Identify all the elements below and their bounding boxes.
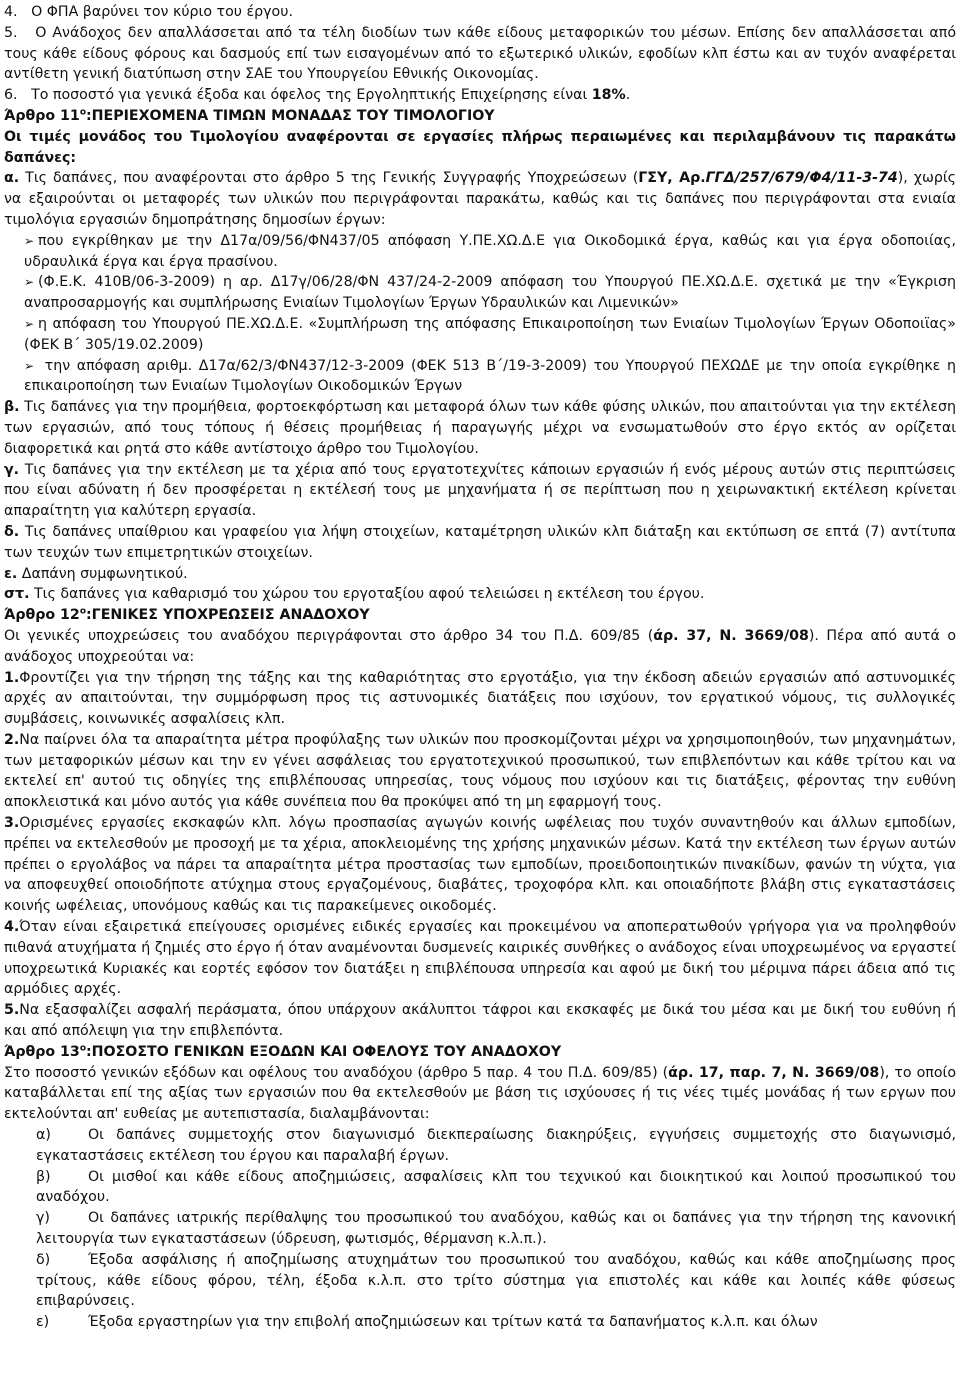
e-label: ε) — [36, 1314, 50, 1331]
article-11-title-pre: Άρθρο 11 — [4, 107, 80, 124]
item-5: 5. Ο Ανάδοχος δεν απαλλάσσεται από τα τέλη διοδίων των κάθε είδους μεταφορικών του μέσων. Επίσης δεν απαλλάσσεται από τους κάθε είδους φόρους και δασμούς επί των εισαγομένων από το εξωτερικό υλικών, εφοδίων κλπ έστω και αν τυχόν αναφέρεται αντίθετη γενική διατύπωση στην ΣΑΕ του Υπουργείου Εθνικής Οικονομίας. — [4, 24, 956, 83]
item-6-text: 6. Το ποσοστό για γενικά έξοδα και όφελος της Εργοληπτικής Επιχείρησης είναι — [4, 87, 592, 104]
alpha-ref: ΓΓΔ/257/679/Φ4/11-3-74 — [705, 170, 898, 187]
article-12-intro-2: ). Πέρα από αυτά ο ανάδοχος υποχρεούται να: — [4, 627, 956, 665]
article-11-gamma — [4, 460, 956, 522]
article-13-intro-2: ), το οποίο καταβάλλεται επί της αξίας των εργασιών που θα εκτελεσθούν με βάση τις ισχύουσες ή τις νέες τιμές μονάδας ή των εργων που εκτελούνται απ' ευθείας με αυτεπιστασία, διαλαμβάνονται: — [4, 1064, 957, 1123]
item-6 — [4, 85, 956, 106]
article-11-beta — [4, 397, 956, 459]
a-label: α) — [36, 1127, 51, 1144]
article-13-b — [4, 1167, 956, 1209]
bullet-2-text: (Φ.Ε.Κ. 410Β/06-3-2009) η αρ. Δ17γ/06/28/ΦΝ 437/24-2-2009 απόφαση του Υπουργού ΠΕ.ΧΩ.Δ.Ε. σχετικά με την «Έγκριση αναπροσαρμογής και συμπλήρωσης Ενιαίων Τιμολογίων Έργων Υδραυλικών και Λιμενικών» — [24, 274, 956, 312]
arrow-bullet-icon: ➢ — [24, 358, 35, 373]
article-12-item-5 — [4, 1000, 956, 1042]
article-13-a — [4, 1125, 956, 1167]
article-12-item-1 — [4, 668, 956, 730]
article-13-intro-bold: άρ. 17, παρ. 7, Ν. 3669/08 — [668, 1064, 880, 1081]
article-11-heading — [4, 106, 956, 127]
article-11-title-post: :ΠΕΡΙΕΧΟΜΕΝΑ ΤΙΜΩΝ ΜΟΝΑΔΑΣ ΤΟΥ ΤΙΜΟΛΟΓΙΟΥ — [86, 107, 495, 124]
article-12-intro-bold: άρ. 37, Ν. 3669/08 — [653, 627, 809, 644]
st-label: στ. — [4, 586, 30, 603]
c-label: γ) — [36, 1210, 50, 1227]
delta-label: δ. — [4, 523, 20, 540]
c-text: Οι δαπάνες ιατρικής περίθαλψης του προσωπικού του αναδόχου, καθώς και οι δαπάνες για την τήρηση της κανονική λειτουργία των εγκαταστάσεων (ύδρευση, φωτισμός, θέρμανση κ.λ.π.). — [36, 1210, 956, 1248]
item-2-label: 2. — [4, 731, 20, 748]
article-13-heading — [4, 1042, 956, 1063]
article-11-st — [4, 584, 956, 605]
article-11-epsilon — [4, 564, 956, 585]
article-12-item-2 — [4, 730, 956, 813]
item-4: 4. Ο ΦΠΑ βαρύνει τον κύριο του έργου. — [4, 4, 293, 20]
arrow-bullet-icon: ➢ — [24, 316, 35, 331]
bullet-1-text: που εγκρίθηκαν με την Δ17α/09/56/ΦΝ437/05 απόφαση Υ.ΠΕ.ΧΩ.Δ.Ε για Οικοδομικά έργα, καθώς και για έργα οδοποιίας, υδραυλικά έργα και έργα πρασίνου. — [24, 232, 956, 270]
article-12-title-sup: ο — [79, 606, 86, 617]
bullet-1 — [4, 231, 956, 273]
alpha-text-1: Τις δαπάνες, που αναφέρονται στο άρθρο 5 της Γενικής Συγγραφής Υποχρεώσεων ( — [19, 170, 639, 187]
item-5-label: 5. — [4, 1002, 20, 1019]
alpha-bold: ΓΣΥ, Αρ. — [638, 170, 706, 187]
article-13-intro-1: Στο ποσοστό γενικών εξόδων και οφέλους του αναδόχου (άρθρο 5 παρ. 4 του Π.Δ. 609/85) ( — [4, 1064, 669, 1081]
article-13-title-sup: ο — [79, 1043, 86, 1054]
article-12-title-post: :ΓΕΝΙΚΕΣ ΥΠΟΧΡΕΩΣΕΙΣ ΑΝΑΔΟΧΟΥ — [86, 607, 370, 624]
item-5-text: Να εξασφαλίζει ασφαλή περάσματα, όπου υπάρχουν ακάλυπτοι τάφροι και εκσκαφές με δικά του μέσα και με δική του ευθύνη ή και από απόλειψη για την επιβλεπόντα. — [4, 1002, 956, 1040]
article-11-title-sup: ο — [79, 107, 86, 118]
item-1-text: Φροντίζει για την τήρηση της τάξης και της καθαριότητας στο εργοτάξιο, για την έκδοση αδειών εργασιών από αστυνομικές αρχές αν απαιτούνται, την συμμόρφωση προς τις αστυνομικές διατάξεις που ισχύουν, τον εργατικού νόμους, τις συλλογικές συμβάσεις, κοινωνικές ασφαλίσεις κλπ. — [4, 669, 956, 728]
item-4-text: Όταν είναι εξαιρετικά επείγουσες ορισμένες ειδικές εργασίες και προκειμένου να αποπερατωθούν γρήγορα για να προληφθούν πιθανά ατυχήματα ή ζημιές στο έργο ή όταν αναμένονται δυσμενείς καιρικές συνθήκες ο ανάδοχος είναι υποχρεωμένος να εργαστεί υποχρεωτικά Κυριακές και εορτές εφόσον τον διατάξει η επιβλέπουσα υπηρεσία και αφού με δική του μέριμνα πάρει άδεια από τις αρμόδιες αρχές. — [4, 919, 956, 998]
bullet-3 — [4, 314, 956, 356]
epsilon-text: Δαπάνη συμφωνητικού. — [17, 565, 188, 582]
article-12-item-4 — [4, 917, 956, 1000]
e-text: Έξοδα εργαστηρίων για την επιβολή αποζημιώσεων και τρίτων κατά τα δαπανήματος κ.λ.π. και όλων — [88, 1314, 818, 1331]
gamma-label: γ. — [4, 461, 20, 478]
article-12-intro-1: Οι γενικές υποχρεώσεις του αναδόχου περιγράφονται στο άρθρο 34 του Π.Δ. 609/85 ( — [4, 627, 654, 644]
item-3-text: Ορισμένες εργασίες εκσκαφών κλπ. λόγω προσπασίας αγωγών κοινής ωφέλειας που τυχόν συναντηθούν και άλλων εμποδίων, πρέπει να εκτελεσθούν με προσοχή με τα χέρια, αποκλειομένης της χρήσης μηχανικών μέσων. Κατά την εκτέλεση των έργων αυτών πρέπει ο εργολάβος να πάρει τα απαραίτητα μέτρα προστασίας των εμποδίων, προειδοποιητικών πινακίδων, φανών τη νύχτα, για να αποφευχθεί οποιοδήποτε ατύχημα στους εργαζομένους, διαβάτες, τροχοφόρα κλπ. και οποιαδήποτε βλάβη στις εγκαταστάσεις κοινής ωφέλειας, υπονόμους καθώς και τις παρακείμενες οικοδομές. — [4, 815, 956, 915]
item-6-end: . — [625, 87, 631, 104]
article-11-intro-text: Οι τιμές μονάδος του Τιμολογίου αναφέρονται σε εργασίες πλήρως περαιωμένες και περιλαμβάνουν τις παρακάτω δαπάνες: — [4, 128, 956, 166]
article-13-title-pre: Άρθρο 13 — [4, 1043, 80, 1060]
article-13-intro — [4, 1063, 956, 1125]
bullet-3-text: η απόφαση του Υπουργού ΠΕ.ΧΩ.Δ.Ε. «Συμπλήρωση της απόφασης Επικαιροποίηση των Ενιαίων Τιμολογίων Έργων Οδοποιϊας» (ΦΕΚ Β΄ 305/19.02.2009) — [24, 315, 956, 353]
beta-label: β. — [4, 399, 20, 416]
article-11-intro — [4, 127, 956, 169]
item-4-label: 4. — [4, 919, 20, 936]
st-text: Τις δαπάνες για καθαρισμό του χώρου του εργοταξίου αφού τελειώσει η εκτέλεση του έργου. — [29, 586, 705, 603]
item-1-label: 1. — [4, 669, 20, 686]
item-2-text: Να παίρνει όλα τα απαραίτητα μέτρα προφύλαξης των υλικών που προσκομίζονται μέχρι να χρησιμοποιηθούν, των μηχανημάτων, των μεταφορικών μέσων και την εν γένει ασφάλειας του εργατοτεχνικού προσωπικού, των επιβλεπόντων και κάθε τρίτου και να εκτελεί επ' αυτού τις οδηγίες της επιβλέπουσας υπηρεσίας, τους νόμους που ισχύουν και τις διατάξεις, φέροντας την ευθύνη αποκλειστικά και μόνο αυτός για κάθε συνέπεια που θα προκύψει από τη μη εφαρμογή τους. — [4, 731, 956, 811]
beta-text: Τις δαπάνες για την προμήθεια, φορτοεκφόρτωση και μεταφορά όλων των κάθε φύσης υλικών, που απαιτούνται για την εκτέλεση των εργασιών, από τους τόπους ή θέσεις προμήθειας ή παραγωγής μέχρι να ενσωματωθούν στο έργο εκτός αν ορίζεται διαφορετικά και ρητά στο κάθε αντίστοιχο άρθρο του Τιμολογίου. — [4, 399, 956, 457]
b-label: β) — [36, 1168, 51, 1185]
article-11-delta — [4, 522, 956, 564]
article-13-c — [4, 1208, 956, 1250]
b-text: Οι μισθοί και κάθε είδους αποζημιώσεις, ασφαλίσεις κλπ του τεχνικού και διοικητικού και λοιπού προσωπικού του αναδόχου. — [36, 1168, 956, 1206]
delta-text: Τις δαπάνες υπαίθριου και γραφείου για λήψη στοιχείων, καταμέτρηση υλικών κλπ διάταξη και εκτύπωση σε επτά (7) αντίτυπα των τευχών των επιμετρητικών στοιχείων. — [4, 523, 956, 561]
article-12-item-3 — [4, 813, 956, 917]
article-12-intro — [4, 626, 956, 668]
d-label: δ) — [36, 1251, 51, 1268]
article-11-alpha — [4, 168, 956, 230]
arrow-bullet-icon: ➢ — [24, 275, 35, 290]
d-text: Έξοδα ασφάλισης ή αποζημίωσης ατυχημάτων του προσωπικού του αναδόχου, καθώς και κάθε αποζημίωσης προς τρίτους, κάθε είδους φόρου, τέλη, έξοδα κ.λ.π. στο τρίτο σύστημα για επιστολές και κάθε και λοιπές κάθε φύσεως επιβαρύνσεις. — [36, 1251, 956, 1310]
article-12-heading — [4, 605, 956, 626]
bullet-4-text: την απόφαση αριθμ. Δ17α/62/3/ΦΝ437/12-3-2009 (ΦΕΚ 513 Β΄/19-3-2009) του Υπουργού ΠΕΧΩΔΕ με την οποία εγκρίθηκε η επικαιροποίηση των Ενιαίων Τιμολογίων Οικοδομικών Έργων — [24, 357, 956, 395]
article-13-e — [4, 1312, 956, 1333]
article-13-d — [4, 1250, 956, 1312]
bullet-2 — [4, 272, 956, 314]
item-3-label: 3. — [4, 815, 20, 832]
epsilon-label: ε. — [4, 565, 18, 582]
arrow-bullet-icon: ➢ — [24, 233, 35, 248]
document-body — [4, 2, 956, 1333]
a-text: Οι δαπάνες συμμετοχής στον διαγωνισμό διεκπεραίωσης διακηρύξεις, εγγυήσεις συμμετοχής στο διαγωνισμό, εγκαταστάσεις εκτέλεση του έργου και παραλαβή έργων. — [36, 1127, 956, 1164]
article-13-title-post: :ΠΟΣΟΣΤΟ ΓΕΝΙΚΩΝ ΕΞΟΔΩΝ ΚΑΙ ΟΦΕΛΟΥΣ ΤΟΥ ΑΝΑΔΟΧΟΥ — [86, 1043, 562, 1060]
item-6-percent: 18% — [591, 87, 626, 104]
gamma-text: Τις δαπάνες για την εκτέλεση με τα χέρια από τους εργατοτεχνίτες κάποιων εργασιών ή ενός μέρους αυτών στις περιπτώσεις που είναι αδύνατη ή δεν προσφέρεται η εκτέλεσή τους με μηχανήματα ή σε περίπτωση που η χειρωνακτική εκτέλεση κρίνεται απαραίτητη για καλύτερη εργασία. — [4, 461, 956, 520]
alpha-text-2: ), χωρίς να εξαιρούνται οι μεταφορές των υλικών που περιγράφονται παρακάτω, καθώς και τις δαπάνες που περιγράφονται στα ενιαία τιμολόγια εργασιών δημοπράτησης δημοσίων έργων: — [4, 170, 956, 228]
article-12-title-pre: Άρθρο 12 — [4, 607, 80, 624]
alpha-label: α. — [4, 170, 20, 187]
bullet-4 — [4, 356, 956, 398]
